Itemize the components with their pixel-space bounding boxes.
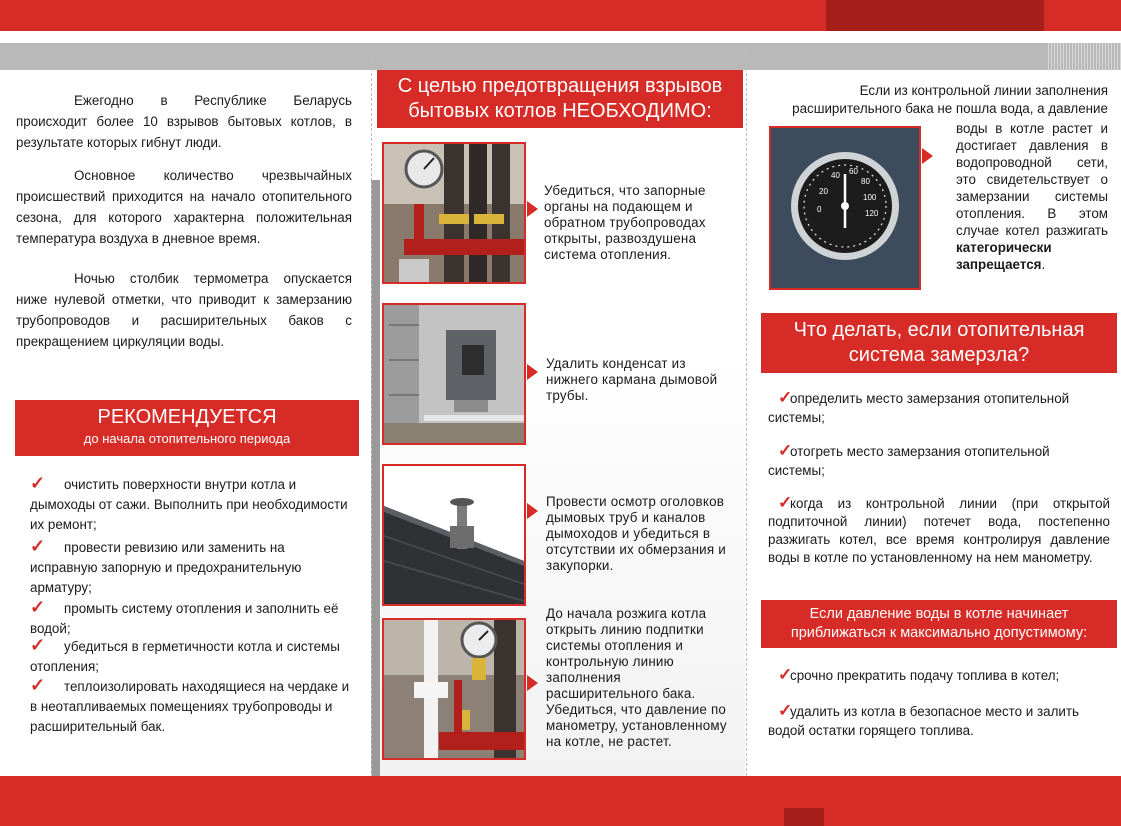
pipes-gauge-photo — [382, 142, 526, 284]
recommend-subtitle: до начала отопительного периода — [83, 431, 291, 446]
step-1-text: Убедиться, что запорные органы на подающем и обратном трубопроводах открыты, развоздушена система отопления. — [544, 183, 706, 262]
step-4-text: До начала розжига котла открыть линию подпитки системы отопления и контрольную линию заполнения расширительного бака. Убедиться, что давление по манометру, установленному на котле, не растет. — [546, 606, 727, 749]
recommend-item: ✓ очистить поверхности внутри котла и дымоходы от сажи. Выполнить при необходимости их ремонт; — [30, 473, 348, 532]
gauge-label: 0 — [817, 205, 822, 214]
grey-band — [0, 43, 1121, 70]
pointer-arrow-icon — [527, 201, 538, 217]
pointer-arrow-icon — [527, 503, 538, 519]
pointer-arrow-icon — [922, 148, 933, 164]
recommend-header — [15, 400, 359, 456]
intro-paragraph-1: Ежегодно в Республике Беларусь происходит более 10 взрывов бытовых котлов, в результате которых гибнут люди. — [16, 93, 352, 150]
checkmark-icon: ✓ — [778, 493, 793, 512]
bottom-dark-red-tab — [784, 808, 824, 826]
checkmark-icon: ✓ — [778, 701, 793, 720]
intro-paragraph-3: Ночью столбик термометра опускается ниже нулевой отметки, что приводит к замерзанию трубопроводов и расширительных баков с прекращением циркуляции воды. — [16, 271, 352, 349]
pressure-item: ✓срочно прекратить подачу топлива в котел; — [768, 665, 1110, 685]
frozen-intro-top: Если из контрольной линии заполнения расширительного бака не пошла вода, а давление — [792, 83, 1108, 116]
gauge-label: 20 — [819, 187, 828, 196]
recommend-title: РЕКОМЕНДУЕТСЯ — [97, 406, 277, 428]
pressure-gauge-photo — [769, 126, 921, 290]
checkmark-icon: ✓ — [30, 675, 46, 695]
step-3-text: Провести осмотр оголовков дымовых труб и каналов дымоходов и убедиться в отсутствии их обмерзания и закупорки. — [546, 494, 726, 573]
frozen-system-header: Что делать, если отопительная система замерзла? — [761, 313, 1117, 373]
frozen-item: ✓определить место замерзания отопительной системы; — [768, 388, 1070, 425]
pointer-arrow-icon — [527, 675, 538, 691]
roof-chimney-photo — [382, 464, 526, 606]
column-divider-left — [371, 43, 372, 776]
frozen-item: ✓отогреть место замерзания отопительной системы; — [768, 441, 1050, 478]
top-dark-red-block — [826, 0, 1044, 31]
checkmark-icon: ✓ — [30, 536, 46, 556]
recommend-item: ✓ промыть систему отопления и заполнить её водой; — [30, 597, 339, 636]
pointer-arrow-icon — [527, 364, 538, 380]
pressure-warning-header: Если давление воды в котле начинает приближаться к максимально допустимому: — [761, 600, 1117, 648]
checkmark-icon: ✓ — [30, 597, 46, 617]
recommend-item: ✓ убедиться в герметичности котла и системы отопления; — [30, 635, 340, 674]
checkmark-icon: ✓ — [778, 441, 793, 460]
grey-band-pattern — [1048, 43, 1121, 70]
frozen-item: ✓когда из контрольной линии (при открытой подпиточной линии) потечет вода, постепенно разжигать котел, все время контролируя давление воды в котле по установленному на нем манометру. — [768, 493, 1110, 565]
checkmark-icon: ✓ — [778, 665, 793, 684]
boiler-gauge-photo — [382, 618, 526, 760]
recommend-item: ✓ провести ревизию или заменить на исправную запорную и предохранительную арматуру; — [30, 536, 302, 595]
gauge-label: 100 — [863, 193, 877, 202]
intro-paragraph-2: Основное количество чрезвычайных происшествий приходится на начало отопительного сезона, для которого характерна положительная температура воздуха в дневное время. — [16, 168, 352, 246]
checkmark-icon: ✓ — [778, 388, 793, 407]
gauge-label: 80 — [861, 177, 870, 186]
gauge-label: 60 — [849, 167, 858, 176]
pressure-item: ✓удалить из котла в безопасное место и залить водой остатки горящего топлива. — [768, 701, 1079, 738]
step-2-text: Удалить конденсат из нижнего кармана дымовой трубы. — [546, 356, 718, 403]
checkmark-icon: ✓ — [30, 473, 46, 493]
checkmark-icon: ✓ — [30, 635, 46, 655]
column-divider-right — [746, 43, 747, 776]
gauge-label: 120 — [865, 209, 879, 218]
recommend-item: ✓ теплоизолировать находящиеся на чердаке и в неотапливаемых помещениях трубопроводы и расширительный бак. — [30, 675, 350, 734]
necessary-header: С целью предотвращения взрывов бытовых котлов НЕОБХОДИМО: — [377, 70, 743, 128]
frozen-intro-side: воды в котле растет и достигает давления в водопроводной сети, это свидетельствует о замерзании системы отопления. В этом случае котел разжигать категорически запрещается. — [956, 121, 1108, 272]
bottom-red-bar — [0, 776, 1121, 826]
gauge-label: 40 — [831, 171, 840, 180]
chimney-pocket-photo — [382, 303, 526, 445]
middle-column-grey-strip — [371, 180, 380, 776]
